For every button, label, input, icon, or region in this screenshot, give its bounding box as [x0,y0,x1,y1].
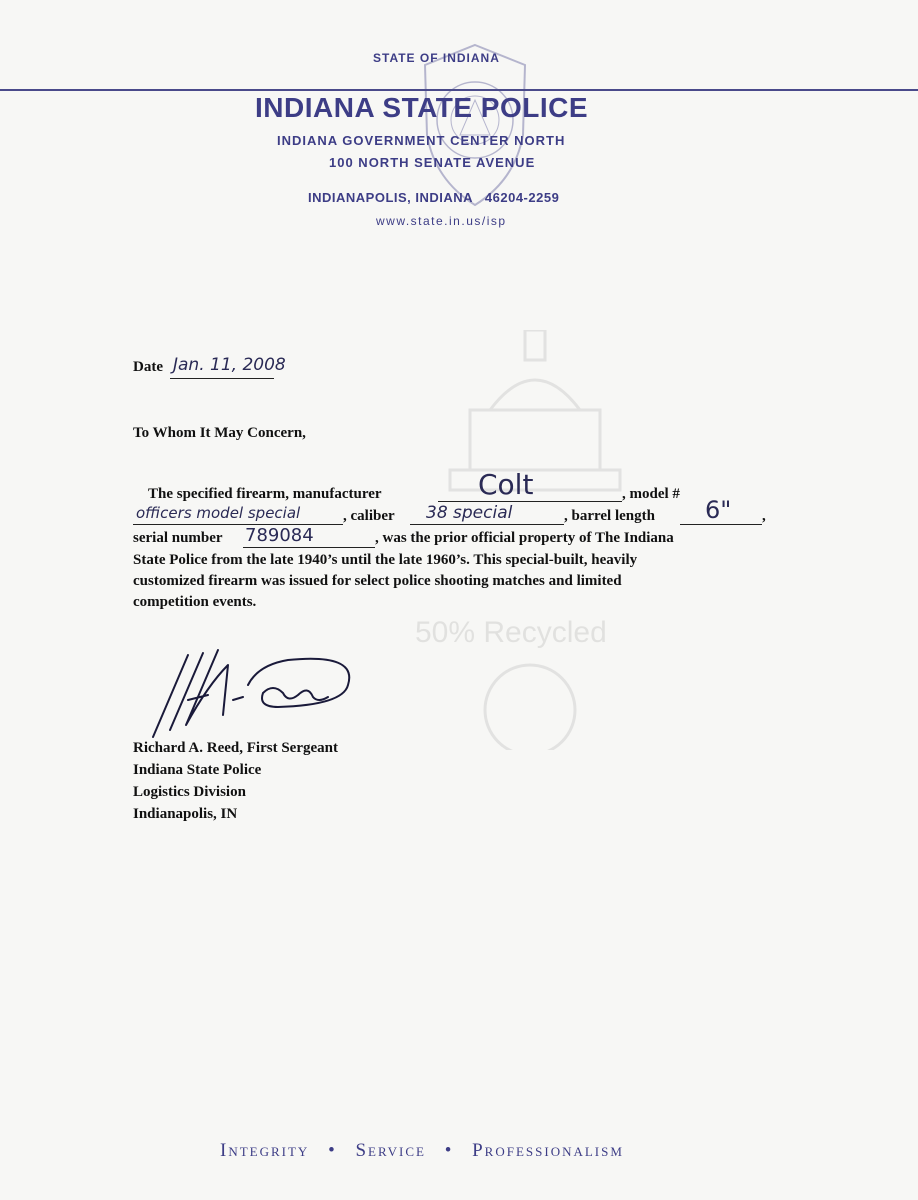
caliber-label: , caliber [343,508,395,524]
line3-rest: , was the prior official property of The Indiana [375,530,674,546]
date-underline [170,378,274,379]
manufacturer-value: Colt [478,468,534,501]
motto-service: Service [355,1140,426,1161]
barrel-length-underline [680,524,762,525]
caliber-underline [410,524,564,525]
model-value: officers model special [136,504,301,522]
date-value: Jan. 11, 2008 [173,355,286,375]
letterhead-rule [0,89,918,91]
manufacturer-underline [438,501,622,502]
handwritten-signature [148,645,373,740]
website: www.state.in.us/isp [376,214,507,228]
recycled-watermark: 50% Recycled [415,616,607,649]
signatory-org: Indiana State Police [133,762,262,778]
line1-intro: The specified firearm, manufacturer [148,486,382,502]
serial-number-underline [243,547,375,548]
state-name: STATE OF INDIANA [373,51,500,65]
motto-separator: • [328,1140,337,1161]
barrel-length-value: 6" [705,496,732,524]
agency-name: INDIANA STATE POLICE [255,92,589,123]
motto-integrity: Integrity [220,1140,310,1161]
motto-separator: • [444,1140,454,1161]
body-line-6: competition events. [133,594,257,610]
signatory-name-title: Richard A. Reed, First Sergeant [133,740,338,756]
serial-number-value: 789084 [245,525,314,546]
address-line-1: INDIANA GOVERNMENT CENTER NORTH [277,133,566,148]
footer-motto [220,1140,624,1162]
body-line-5: customized firearm was issued for select police shooting matches and limited [133,573,622,589]
line2-comma: , [762,508,766,524]
line1-model-label: , model # [622,486,680,502]
state-police-seal-icon [415,40,535,210]
address-line-2: 100 NORTH SENATE AVENUE [329,155,536,170]
caliber-value: 38 special [426,503,513,523]
salutation: To Whom It May Concern, [133,425,306,441]
signatory-location: Indianapolis, IN [133,806,238,822]
date-label: Date [133,359,163,375]
motto-professionalism: Professionalism [472,1140,624,1161]
body-line-4: State Police from the late 1940’s until the late 1960’s. This special-built, heavily [133,552,638,568]
serial-number-label: serial number [133,530,223,546]
city-line: INDIANAPOLIS, INDIANA 46204-2259 [308,190,560,205]
signatory-division: Logistics Division [133,784,246,800]
barrel-length-label: , barrel length [564,508,655,524]
